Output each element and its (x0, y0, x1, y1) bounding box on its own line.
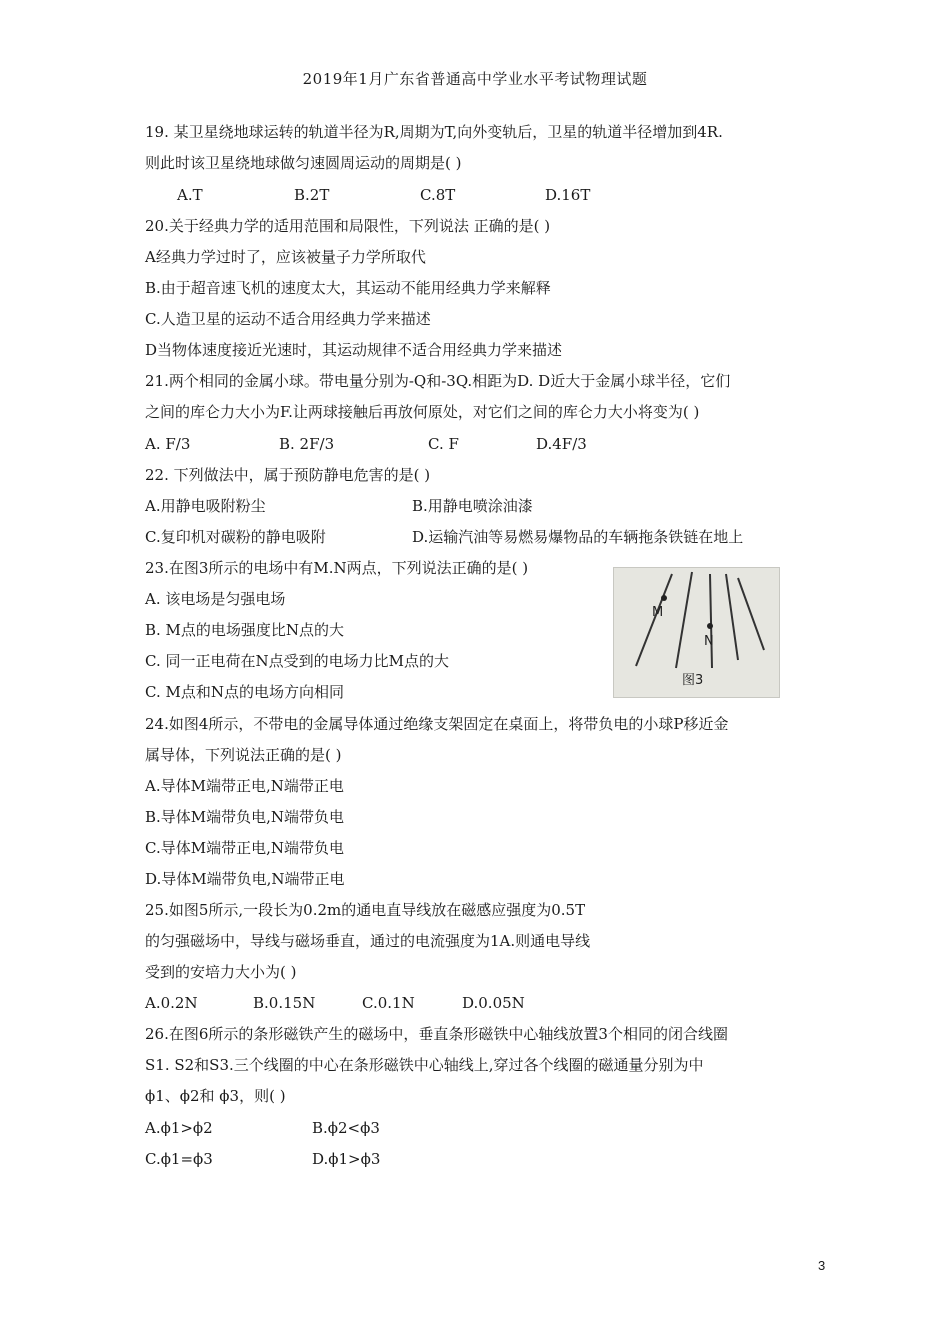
q24-option-d: D.导体M端带负电,N端带正电 (145, 870, 345, 888)
q23-option-c: C. 同一正电荷在N点受到的电场力比M点的大 (145, 652, 449, 670)
q22-option-a: A.用静电吸附粉尘 (145, 497, 266, 515)
q24-stem-line-2: 属导体，下列说法正确的是( ) (145, 746, 342, 764)
q23-option-b: B. M点的电场强度比N点的大 (145, 621, 345, 639)
q25-option-a: A.0.2N (145, 994, 198, 1012)
q24-option-a: A.导体M端带正电,N端带正电 (145, 777, 344, 795)
q26-option-d: D.ϕ1>ϕ3 (312, 1150, 381, 1168)
q21-option-b: B. 2F/3 (279, 435, 335, 453)
q25-stem-line-3: 受到的安培力大小为( ) (145, 963, 297, 981)
field-lines-diagram (614, 568, 781, 699)
q22-stem: 22. 下列做法中，属于预防静电危害的是( ) (145, 466, 431, 484)
q25-option-b: B.0.15N (253, 994, 316, 1012)
q22-option-c: C.复印机对碳粉的静电吸附 (145, 528, 326, 546)
point-n-label: N (704, 634, 714, 649)
q21-option-a: A. F/3 (145, 435, 191, 453)
q26-stem-line-1: 26.在图6所示的条形磁铁产生的磁场中，垂直条形磁铁中心轴线放置3个相同的闭合线圈 (145, 1025, 728, 1043)
q21-option-d: D.4F/3 (536, 435, 587, 453)
figure-caption: 图3 (682, 673, 704, 688)
q26-stem-line-2: S1. S2和S3.三个线圈的中心在条形磁铁中心轴线上,穿过各个线圈的磁通量分别为中 (145, 1056, 704, 1074)
point-n-dot (707, 623, 713, 629)
q24-option-b: B.导体M端带负电,N端带负电 (145, 808, 345, 826)
point-m-label: M (652, 605, 664, 620)
q21-stem-line-2: 之间的库仑力大小为F.让两球接触后再放何原处，对它们之间的库仑力大小将变为( ) (145, 403, 700, 421)
q23-stem: 23.在图3所示的电场中有M.N两点，下列说法正确的是( ) (145, 559, 529, 577)
page-number: 3 (818, 1258, 826, 1273)
q19-stem-line-1: 19. 某卫星绕地球运转的轨道半径为R,周期为T,向外变轨后，卫星的轨道半径增加到4R. (145, 123, 723, 141)
q25-option-d: D.0.05N (462, 994, 525, 1012)
field-line (726, 574, 738, 660)
field-line (676, 572, 692, 668)
q20-option-b: B.由于超音速飞机的速度太大，其运动不能用经典力学来解释 (145, 279, 551, 297)
figure-3-electric-field (613, 567, 780, 698)
q21-stem-line-1: 21.两个相同的金属小球。带电量分别为-Q和-3Q.相距为D. D近大于金属小球半径，它们 (145, 372, 731, 390)
q23-option-a: A. 该电场是匀强电场 (145, 590, 286, 608)
q19-stem-line-2: 则此时该卫星绕地球做匀速圆周运动的周期是( ) (145, 154, 462, 172)
q22-option-b: B.用静电喷涂油漆 (412, 497, 533, 515)
q20-option-c: C.人造卫星的运动不适合用经典力学来描述 (145, 310, 431, 328)
q22-option-d: D.运输汽油等易燃易爆物品的车辆拖条铁链在地上 (412, 528, 744, 546)
q19-option-b: B.2T (294, 186, 330, 204)
q20-option-d: D当物体速度接近光速时，其运动规律不适合用经典力学来描述 (145, 341, 563, 359)
q26-option-c: C.ϕ1=ϕ3 (145, 1150, 213, 1168)
q23-option-d: C. M点和N点的电场方向相同 (145, 683, 344, 701)
field-line (738, 578, 764, 650)
q25-option-c: C.0.1N (362, 994, 415, 1012)
q20-option-a: A经典力学过时了，应该被量子力学所取代 (145, 248, 426, 266)
field-line (710, 574, 712, 668)
q24-option-c: C.导体M端带正电,N端带负电 (145, 839, 344, 857)
q24-stem-line-1: 24.如图4所示，不带电的金属导体通过绝缘支架固定在桌面上，将带负电的小球P移近金 (145, 715, 729, 733)
q26-option-a: A.ϕ1>ϕ2 (145, 1119, 213, 1137)
q20-stem: 20.关于经典力学的适用范围和局限性，下列说法 正确的是( ) (145, 217, 551, 235)
q21-option-c: C. F (428, 435, 459, 453)
q25-stem-line-1: 25.如图5所示,一段长为0.2m的通电直导线放在磁感应强度为0.5T (145, 901, 586, 919)
q19-option-d: D.16T (545, 186, 591, 204)
q26-option-b: B.ϕ2<ϕ3 (312, 1119, 380, 1137)
page-title: 2019年1月广东省普通高中学业水平考试物理试题 (302, 70, 648, 88)
q19-option-a: A.T (177, 186, 203, 204)
q19-option-c: C.8T (420, 186, 456, 204)
point-m-dot (661, 595, 667, 601)
q26-stem-line-3: ϕ1、ϕ2和 ϕ3，则( ) (145, 1087, 286, 1105)
q25-stem-line-2: 的匀强磁场中，导线与磁场垂直，通过的电流强度为1A.则通电导线 (145, 932, 591, 950)
